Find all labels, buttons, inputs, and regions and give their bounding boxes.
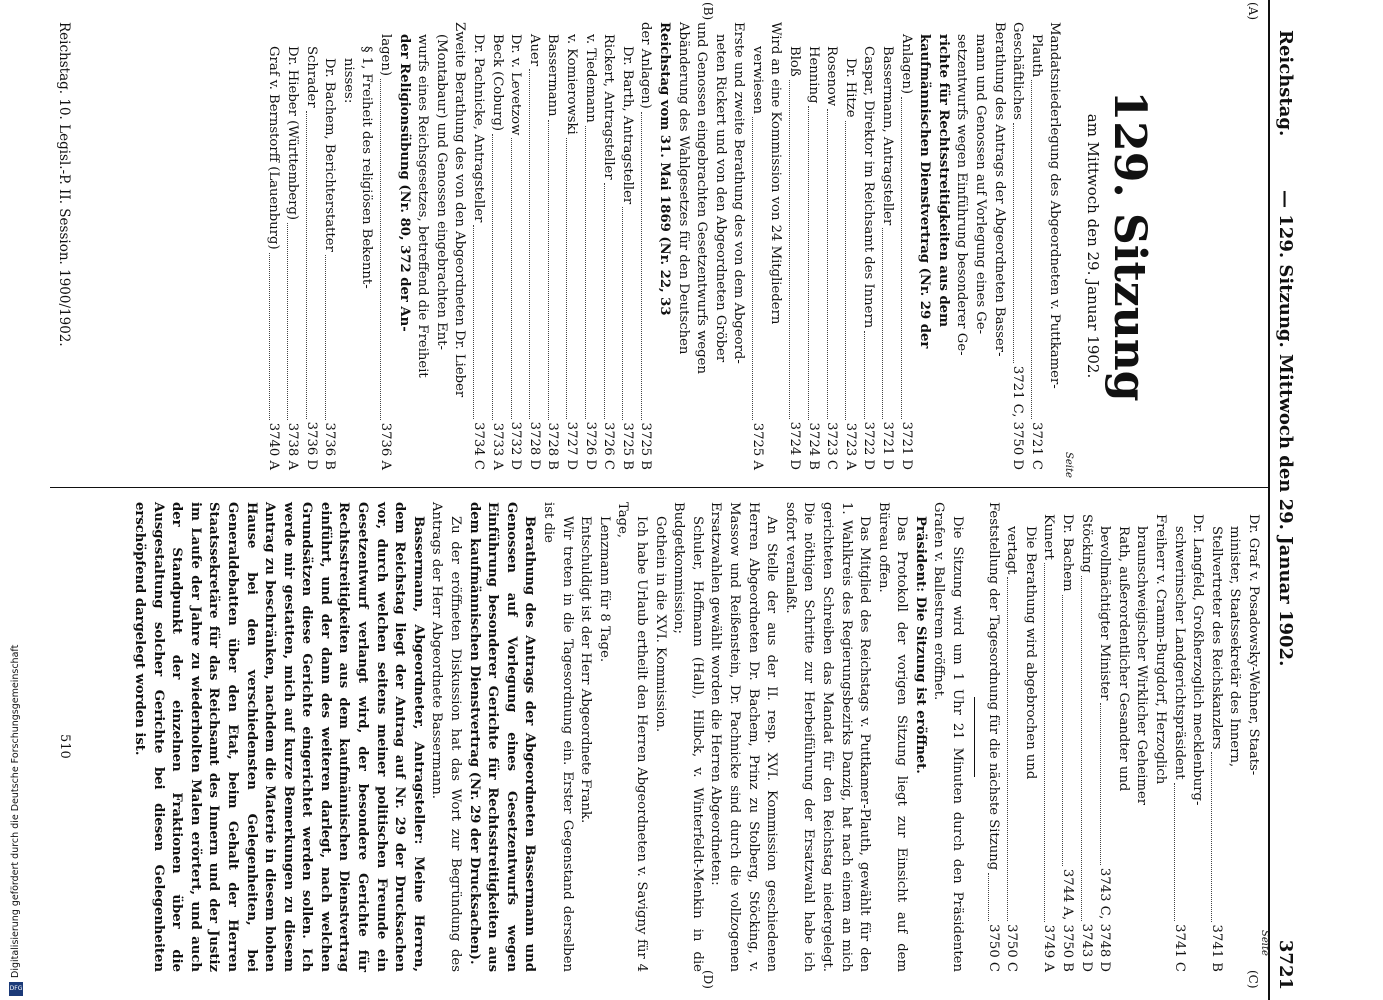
toc-row	[301, 22, 320, 470]
toc-row	[264, 22, 283, 470]
toc-row	[654, 22, 673, 470]
header-center: — 129. Sitzung. Mittwoch den 29. Januar 1902.	[1275, 190, 1296, 667]
left-column	[264, 22, 1262, 470]
toc-row	[468, 22, 487, 470]
toc-row	[983, 502, 1002, 972]
toc-entry-text: kaufmännischen Dienstvertrag (Nr. 29 der	[917, 34, 933, 349]
page-footer: Reichstag. 10. Legisl.-P. II. Session. 1900/1902.	[56, 22, 72, 347]
toc-entry-text: (Montabaur) und Genossen eingebrachten Ent-	[433, 34, 449, 351]
toc-row	[766, 22, 785, 470]
session-date: am Mittwoch den 29. Januar 1902.	[1084, 113, 1102, 379]
toc-page-ref: 3736 A	[378, 422, 394, 470]
dot-leader	[1100, 703, 1101, 864]
toc-page-ref: 3726 C	[601, 422, 617, 470]
toc-entry-text: Stöcking	[1078, 514, 1094, 573]
toc-entry-text: Mandatsniederlegung des Abgeordneten v. Puttkamer-	[1047, 22, 1063, 389]
toc-entry-text: Kunert	[1041, 514, 1057, 560]
toc-entry-text: Dr. Hitze	[842, 58, 858, 118]
dot-leader	[1013, 123, 1014, 363]
marker-b: (B)	[701, 2, 715, 21]
toc-row	[729, 22, 748, 470]
dot-leader	[1062, 595, 1063, 866]
toc-page-ref: 3750 C	[985, 924, 1001, 972]
toc-entry-text: Abänderung des Wahlgesetzes für den Deutschen	[675, 22, 691, 355]
toc-entry-text: Dr. Langfeld, Großherzoglich mecklenburg-	[1190, 514, 1206, 806]
toc-entry-text: Geschäftliches	[1010, 22, 1026, 120]
toc-row	[282, 22, 301, 470]
toc-entry-text: braunschweigischer Wirklicher Geheimer	[1134, 526, 1150, 806]
table-of-contents-right	[983, 502, 1262, 972]
header-page-number: 3721	[1275, 939, 1296, 990]
toc-entry-text: und Genossen eingebrachten Gesetzentwurfs wegen	[694, 22, 710, 374]
toc-entry-text: nisses:	[340, 58, 356, 104]
proceedings-paragraph: Bassermann, Abgeordneter, Antragsteller: Meine Herren, dem Reichstag liegt der Antrag auf Nr. 29 der Drucksachen vor, durch welchen seitens meiner politischen Freunde ein Gesetzentwurf verlangt wird, der besondere Gerichte für Rechtsstreitigkeiten aus dem kaufmännischen Dienstvertrag einführt, und der dann des weiteren darlegt, nach welchen Grundsätzen diese Gerichte eingerichtet werden sollen. Ich werde mir gestatten, mich auf kurze Bemerkungen zu diesem Antrag zu beschränken, nachdem die Materie in diesem hohen Hause bei den verschiedensten Gelegenheiten, bei Generaldebatten über den Etat, beim Gehalt der Herren Staatssekretäre für das Reichsamt des Innern und der Justiz im Laufe der Jahre zu wiederholten Malen erörtert, und auch der Standpunkt der einzelnen Fraktionen über die Ausgestaltung solcher Gerichte bei diesen Gelegenheiten erschöpfend dargelegt worden ist.	[131, 502, 426, 972]
dot-leader	[1007, 577, 1008, 921]
toc-entry-text: Rickert, Antragsteller	[601, 34, 617, 180]
toc-page-ref: 3750 C	[1004, 924, 1020, 972]
toc-entry-text: Erste und zweite Berathung des von dem Abgeord-	[731, 22, 747, 364]
toc-page-ref: 3725 A	[749, 422, 765, 470]
toc-page-ref: 3727 D	[563, 421, 579, 470]
toc-row	[1206, 502, 1225, 972]
toc-page-ref: 3725 B	[638, 422, 654, 470]
proceedings-paragraph: Schuler, Hoffmann (Hall), Hilbck, v. Winterfeldt-Menkin in die Budgetkommission;	[671, 502, 705, 972]
toc-entry-text: Auer	[526, 34, 542, 67]
proceedings-paragraph: Das Protokoll der vorigen Sitzung liegt zur Einsicht auf dem Büreau offen.	[875, 502, 910, 972]
toc-row	[989, 22, 1008, 470]
toc-entry-text: wurfs eines Reichsgesetzes, betreffend die Freiheit	[415, 34, 431, 378]
toc-page-ref: 3721 D	[880, 421, 896, 470]
toc-row	[543, 22, 562, 470]
toc-row	[896, 22, 915, 470]
toc-entry-text: Bassermann	[545, 34, 561, 117]
toc-entry-text: Schrader	[303, 46, 319, 108]
toc-entry-text: der Anlagen)	[638, 22, 654, 109]
toc-row	[1057, 502, 1076, 972]
header-rule	[1268, 0, 1270, 1000]
toc-row	[710, 22, 729, 470]
dot-leader	[306, 111, 307, 419]
toc-entry-text: Dr. Graf v. Posadowsky-Wehner, Staats-	[1246, 514, 1261, 776]
toc-entry-text: Rosenow	[824, 46, 840, 107]
toc-row	[692, 22, 711, 470]
toc-entry-text: schwerinscher Landgerichtspräsident	[1171, 526, 1187, 780]
dfg-credit-text: Digitalisierung gefördert durch die Deutsche Forschungsgemeinschaft	[10, 644, 21, 978]
toc-row	[1020, 502, 1039, 972]
toc-row	[320, 22, 339, 470]
toc-page-ref: 3734 C	[471, 422, 486, 470]
toc-entry-text: Dr. Hieber (Württemberg)	[285, 46, 301, 221]
toc-row	[1095, 502, 1114, 972]
proceedings-paragraph: Lenzmann für 8 Tage.	[596, 516, 612, 663]
toc-page-ref: 3723 C	[824, 422, 840, 470]
proceedings-paragraph: Berathung des Antrags der Abgeordneten Bassermann und Genossen auf Vorlegung eines Gesetzentwurfs wegen Einführung besonderer Gerichte für Rechtsstreitigkeiten aus dem kaufmännischen Dienstvertrag (Nr. 29 der Drucksachen).	[466, 502, 538, 972]
proceedings-paragraph: Ich habe Urlaub ertheilt den Herren Abgeordneten v. Savigny für 4 Tage,	[615, 502, 649, 972]
toc-page-ref: 3732 D	[508, 421, 524, 470]
dot-leader	[845, 121, 846, 420]
toc-page-ref: 3722 D	[861, 421, 877, 470]
toc-entry-text: Beck (Coburg)	[489, 34, 505, 132]
proceedings-paragraph: Zu der eröffneten Diskussion hat das Wort zur Begründung des Antrags der Herr Abgeordnete Bassermann.	[429, 502, 464, 972]
toc-entry-text: Dr. Barth, Antragsteller	[619, 46, 635, 205]
toc-entry-text: Bloß	[787, 46, 803, 77]
marker-d: (D)	[701, 970, 715, 989]
toc-entry-text: Stellvertreter des Reichskanzlers	[1208, 526, 1224, 750]
dot-leader	[1031, 80, 1032, 419]
toc-page-ref: 3725 B	[619, 422, 635, 470]
toc-row	[1188, 502, 1207, 972]
toc-row	[580, 22, 599, 470]
toc-row	[1002, 502, 1021, 972]
dot-leader	[287, 223, 288, 420]
toc-entry-text: Henning	[805, 46, 821, 104]
toc-row	[431, 22, 450, 470]
dot-leader	[380, 79, 381, 420]
dot-leader	[585, 126, 586, 419]
digitization-credit	[8, 608, 24, 998]
toc-row	[933, 22, 952, 470]
toc-row	[450, 22, 469, 470]
toc-entry-text: bevollmächtigter Minister	[1097, 526, 1113, 701]
toc-entry-text: Die Berathung wird abgebrochen und	[1022, 526, 1038, 780]
dot-leader	[808, 106, 809, 419]
toc-page-ref: 3749 A	[1041, 924, 1057, 972]
toc-entry-text: v. Tiedemann	[582, 34, 598, 123]
toc-entry-text: mann und Genossen auf Vorlegung eines Ge-	[973, 34, 989, 335]
proceedings-paragraph: Gothein in die XVI. Kommission.	[652, 516, 668, 733]
toc-row	[1045, 22, 1064, 470]
toc-page-ref: 3736 B	[322, 422, 338, 470]
toc-page-ref: 3741 C	[1171, 924, 1187, 972]
toc-row	[338, 22, 357, 470]
toc-row	[617, 22, 636, 470]
dot-leader	[566, 138, 567, 419]
toc-entry-text: v. Komierowski	[563, 34, 579, 135]
toc-row	[561, 22, 580, 470]
toc-row	[1169, 502, 1188, 972]
toc-entry-text: Berathung des Antrags der Abgeordneten Basser-	[991, 22, 1007, 357]
dot-leader	[827, 109, 828, 419]
proceedings-paragraph: Das Mitglied des Reichstags v. Puttkamer-Plauth, gewählt für den 1. Wahlkreis des Regierungsbezirks Danzig, hat nach einem an mich gerichteten Schreiben das Mandat für den Reichstag niedergelegt. Die nöthigen Schritte zur Herbeiführung der Ersatzwahl habe ich sofort veranlaßt.	[782, 502, 873, 972]
toc-entry-text: Dr. Bachem, Berichterstatter	[322, 58, 338, 252]
seite-label-right: Seite	[1259, 930, 1270, 956]
session-proceedings	[129, 502, 966, 972]
toc-row	[747, 22, 766, 470]
toc-page-ref: 3741 B	[1208, 924, 1224, 972]
toc-entry-text: Feststellung der Tagesordnung für die nächste Sitzung	[985, 502, 1001, 871]
toc-page-ref: 3726 D	[582, 421, 598, 470]
toc-entry-text: § 1, Freiheit des religiösen Bekennt-	[359, 46, 375, 289]
toc-entry-text: neten Rickert und von den Abgeordneten Gröber	[712, 34, 728, 363]
proceedings-paragraph: Entschuldigt ist der Herr Abgeordnete Frank.	[578, 516, 594, 824]
dot-leader	[604, 183, 605, 420]
toc-row	[1132, 502, 1151, 972]
toc-row	[877, 22, 896, 470]
toc-entry-text: richte für Rechtsstreitigkeiten aus dem	[935, 34, 951, 328]
toc-page-ref: 3721 C	[1028, 422, 1044, 470]
dot-leader	[988, 873, 989, 921]
dot-leader	[622, 207, 623, 419]
toc-row	[1243, 502, 1262, 972]
toc-entry-text: Freiherr v. Cramm-Burgdorf, Herzoglich	[1153, 514, 1169, 785]
dot-leader	[790, 80, 791, 419]
toc-row	[357, 22, 376, 470]
toc-entry-text: der Religionsübung (Nr. 80, 372 der An-	[396, 34, 412, 332]
toc-row	[1076, 502, 1095, 972]
toc-entry-text: Dr. Pachnicke, Antragsteller	[471, 34, 486, 223]
page-upright	[10, 0, 1300, 1000]
toc-row	[394, 22, 413, 470]
toc-entry-text: lagen)	[378, 34, 394, 76]
toc-page-ref: 3743 D	[1078, 923, 1094, 972]
toc-entry-text: setzentwurfs wegen Einführung besonderer Ge-	[954, 34, 970, 356]
session-title: 129. Sitzung	[1104, 90, 1155, 402]
toc-row	[1113, 502, 1132, 972]
seite-label-left: Seite	[1063, 452, 1074, 478]
column-divider	[50, 487, 1270, 488]
toc-row	[803, 22, 822, 470]
page-header	[1272, 0, 1300, 1000]
toc-page-ref: 3743 C, 3748 D	[1097, 867, 1113, 972]
dot-leader	[269, 253, 270, 420]
toc-entry-text: Dr. v. Levetzow	[508, 34, 524, 136]
dot-leader	[492, 134, 493, 420]
toc-page-ref: 3736 D	[303, 421, 319, 470]
toc-row	[487, 22, 506, 470]
proceedings-paragraph: Wir treten in die Tagesordnung ein. Erster Gegenstand derselben ist die	[541, 502, 575, 972]
toc-row	[840, 22, 859, 470]
toc-entry-text: Zweite Berathung des von den Abgeordneten Dr. Lieber	[452, 22, 468, 398]
toc-row	[375, 22, 394, 470]
toc-page-ref: 3721 D	[898, 421, 914, 470]
table-of-contents-left	[264, 22, 1064, 470]
dot-leader	[1081, 576, 1082, 921]
dot-leader	[1211, 752, 1212, 921]
marker-a: (A)	[1246, 2, 1260, 21]
toc-entry-text: Wird an eine Kommission von 24 Mitgliedern	[768, 22, 784, 325]
toc-entry-text: minister, Staatssekretär des Innern,	[1227, 526, 1243, 768]
toc-entry-text: Bassermann, Antragsteller	[880, 46, 896, 226]
toc-entry-text: Caspar, Direktor im Reichsamt des Innern	[861, 46, 877, 329]
toc-row	[970, 22, 989, 470]
toc-row	[859, 22, 878, 470]
toc-row	[1225, 502, 1244, 972]
toc-row	[915, 22, 934, 470]
toc-entry-text: verwiesen	[749, 46, 765, 114]
toc-page-ref: 3724 B	[805, 422, 821, 470]
dot-leader	[641, 112, 642, 420]
dot-leader	[548, 120, 549, 420]
toc-page-ref: 3728 B	[545, 422, 561, 470]
marker-c: (C)	[1246, 970, 1260, 989]
proceedings-paragraph: An Stelle der aus der II. resp. XVI. Kommission geschiedenen Herren Abgeordneten Dr. Bachem, Prinz zu Stolberg, Stöcking, v. Massow und Reißenstein, Dr. Pachnicke sind durch die vollzogenen Ersatzwahlen gewählt worden die Herren Abgeordneten:	[708, 502, 780, 972]
proceedings-paragraph: Präsident: Die Sitzung ist eröffnet.	[912, 516, 928, 774]
dot-leader	[1174, 783, 1175, 922]
dot-leader	[864, 331, 865, 418]
toc-entry-text: Reichstag vom 31. Mai 1869 (Nr. 22, 33	[656, 22, 672, 316]
toc-entry-text: vertagt	[1004, 526, 1020, 575]
toc-entry-text: Dr. Bachem	[1060, 514, 1076, 592]
toc-entry-text: Plauth	[1028, 34, 1044, 78]
section-separator	[974, 697, 975, 777]
toc-row	[1008, 22, 1027, 470]
toc-row	[952, 22, 971, 470]
toc-row	[822, 22, 841, 470]
toc-page-ref: 3744 A, 3750 B	[1060, 868, 1076, 972]
toc-row	[785, 22, 804, 470]
dot-leader	[1044, 563, 1045, 922]
toc-page-ref: 3724 D	[787, 421, 803, 470]
dot-leader	[325, 255, 326, 420]
toc-page-ref: 3738 A	[285, 422, 301, 470]
dot-leader	[882, 228, 883, 418]
dot-leader	[473, 225, 474, 419]
toc-row	[413, 22, 432, 470]
toc-entry-text: Graf v. Bernstorff (Lauenburg)	[266, 46, 282, 250]
toc-row	[1039, 502, 1058, 972]
right-column	[129, 502, 1262, 972]
dot-leader	[752, 117, 753, 420]
dfg-logo-icon: DFG	[9, 982, 23, 996]
bottom-page-number: 510	[57, 734, 72, 759]
toc-page-ref: 3728 D	[526, 421, 542, 470]
toc-row	[673, 22, 692, 470]
toc-row	[524, 22, 543, 470]
dot-leader	[901, 97, 902, 419]
dot-leader	[511, 138, 512, 418]
toc-row	[1150, 502, 1169, 972]
toc-page-ref: 3723 A	[842, 422, 858, 470]
toc-entry-text: Rath, außerordentlicher Gesandter und	[1115, 526, 1131, 792]
dot-leader	[529, 69, 530, 419]
toc-page-ref: 3740 A	[266, 422, 282, 470]
toc-row	[636, 22, 655, 470]
toc-row	[1026, 22, 1045, 470]
toc-page-ref: 3721 C, 3750 D	[1010, 365, 1026, 470]
header-left: Reichstag.	[1275, 30, 1296, 137]
toc-row	[599, 22, 618, 470]
toc-row	[506, 22, 525, 470]
toc-page-ref: 3733 A	[489, 422, 505, 470]
toc-entry-text: Anlagen)	[898, 34, 914, 94]
proceedings-paragraph: Die Sitzung wird um 1 Uhr 21 Minuten durch den Präsidenten Grafen v. Ballestrem eröffnet.	[931, 502, 966, 972]
